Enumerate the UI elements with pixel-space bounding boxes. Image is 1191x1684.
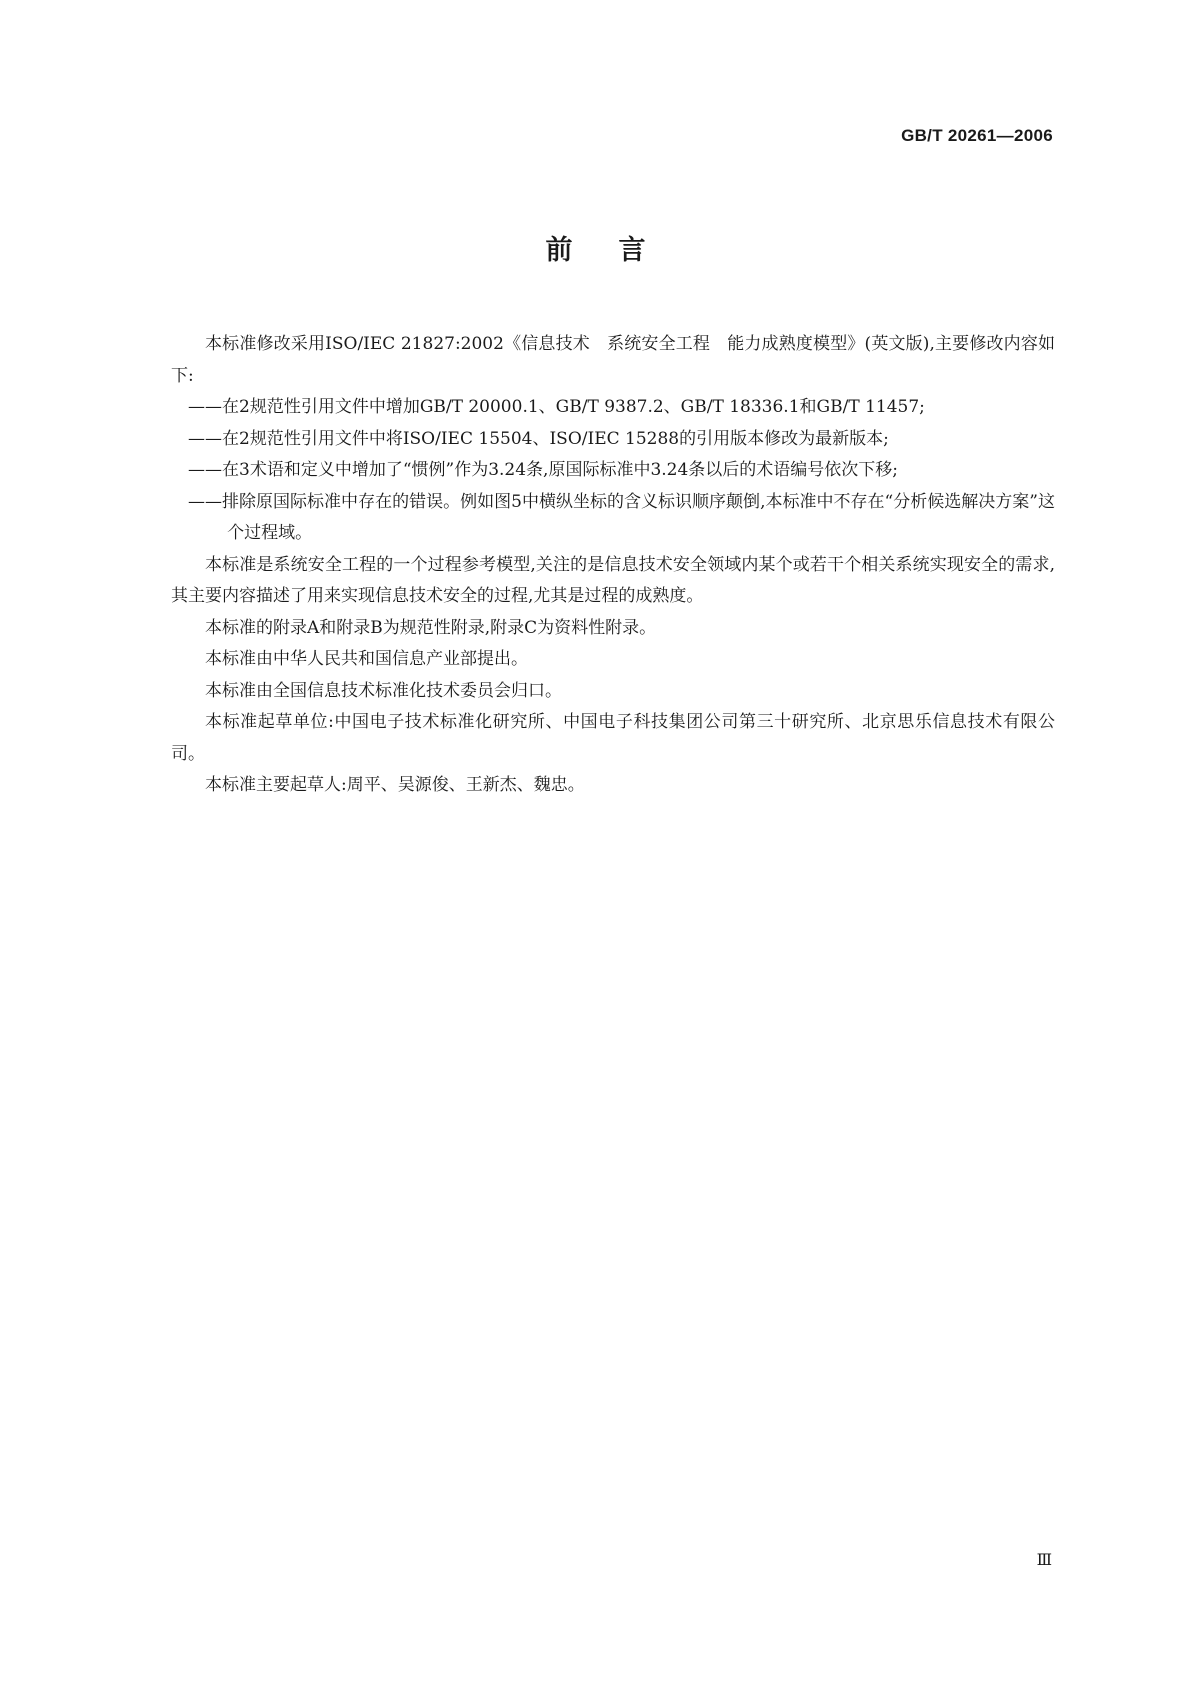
committee-paragraph: 本标准由全国信息技术标准化技术委员会归口。 <box>205 680 562 701</box>
scope-paragraph: 本标准是系统安全工程的一个过程参考模型,关注的是信息技术安全领域内某个或若干个相关系统实现安全的需求,其主要内容描述了用来实现信息技术安全的过程,尤其是过程的成熟度。 <box>171 554 1055 606</box>
page-number: Ⅲ <box>1036 1550 1052 1569</box>
change-item: ——在3术语和定义中增加了“惯例”作为3.24条,原国际标准中3.24条以后的术语编号依次下移; <box>188 460 899 480</box>
proposer-paragraph: 本标准由中华人民共和国信息产业部提出。 <box>205 649 528 669</box>
change-item: ——在2规范性引用文件中增加GB/T 20000.1、GB/T 9387.2、GB/T 18336.1和GB/T 11457; <box>188 397 925 417</box>
intro-paragraph: 本标准修改采用ISO/IEC 21827:2002《信息技术 系统安全工程 能力成熟度模型》(英文版),主要修改内容如下: <box>171 334 1055 386</box>
drafting-units-paragraph: 本标准起草单位:中国电子技术标准化研究所、中国电子科技集团公司第三十研究所、北京思乐信息技术有限公司。 <box>171 712 1055 764</box>
standard-code-header: GB/T 20261—2006 <box>901 126 1053 145</box>
document-body <box>171 329 1055 802</box>
page-title: 前言 <box>545 235 692 266</box>
change-item: ——在2规范性引用文件中将ISO/IEC 15504、ISO/IEC 15288的引用版本修改为最新版本; <box>188 428 889 449</box>
change-item: ——排除原国际标准中存在的错误。例如图5中横纵坐标的含义标识顺序颠倒,本标准中不存在“分析候选解决方案”这个过程域。 <box>188 491 1055 543</box>
drafters-paragraph: 本标准主要起草人:周平、吴源俊、王新杰、魏忠。 <box>205 775 585 795</box>
annex-paragraph: 本标准的附录A和附录B为规范性附录,附录C为资料性附录。 <box>205 617 657 638</box>
